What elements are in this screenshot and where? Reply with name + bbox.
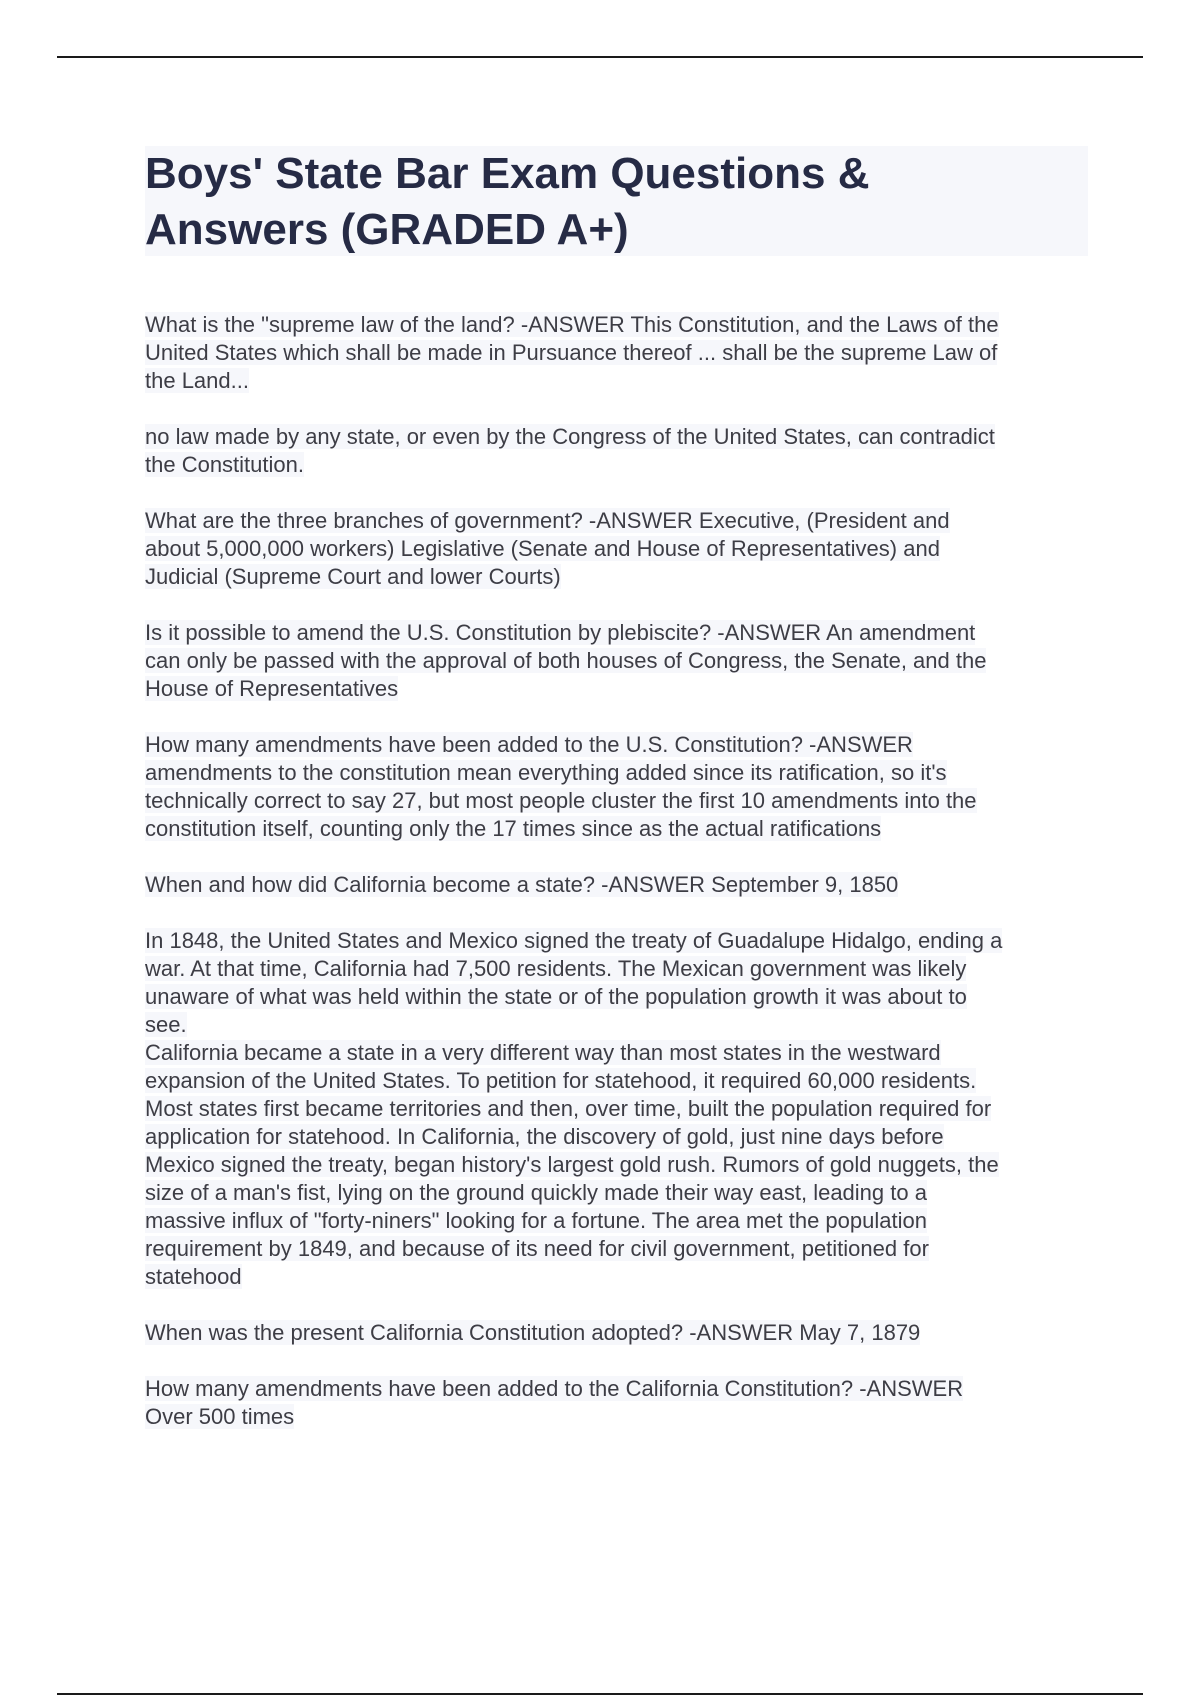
title-block [145, 146, 1088, 256]
qa-paragraph-3 [145, 507, 1090, 591]
text-line: Is it possible to amend the U.S. Constitution by plebiscite? -ANSWER An amendment [145, 620, 976, 645]
document-body [145, 311, 1090, 1431]
qa-paragraph-7 [145, 927, 1090, 1291]
qa-paragraph-6 [145, 871, 1090, 899]
text-line: unaware of what was held within the state or of the population growth it was about to [145, 984, 967, 1009]
text-line: What are the three branches of government? -ANSWER Executive, (President and [145, 508, 950, 533]
text-line: constitution itself, counting only the 17 times since as the actual ratifications [145, 816, 882, 841]
text-line: Most states first became territories and then, over time, built the population required for [145, 1096, 992, 1121]
title-line-1: Boys' State Bar Exam Questions & [145, 149, 870, 198]
text-line: the Land... [145, 368, 249, 393]
text-line: war. At that time, California had 7,500 residents. The Mexican government was likely [145, 956, 967, 981]
text-line: requirement by 1849, and because of its need for civil government, petitioned for [145, 1236, 929, 1261]
text-line: technically correct to say 27, but most people cluster the first 10 amendments into the [145, 788, 977, 813]
document-title [145, 146, 1088, 258]
text-line: California became a state in a very different way than most states in the westward [145, 1040, 941, 1065]
text-line: What is the "supreme law of the land? -ANSWER This Constitution, and the Laws of the [145, 312, 999, 337]
qa-paragraph-4 [145, 619, 1090, 703]
text-line: can only be passed with the approval of both houses of Congress, the Senate, and the [145, 648, 987, 673]
text-line: United States which shall be made in Pursuance thereof ... shall be the supreme Law of [145, 340, 998, 365]
text-line: Over 500 times [145, 1404, 295, 1429]
qa-paragraph-5 [145, 731, 1090, 843]
title-line-2: Answers (GRADED A+) [145, 205, 629, 254]
text-line: no law made by any state, or even by the Congress of the United States, can contradict [145, 424, 995, 449]
text-line: How many amendments have been added to the U.S. Constitution? -ANSWER [145, 732, 913, 757]
qa-paragraph-8 [145, 1319, 1090, 1347]
top-rule [57, 56, 1143, 58]
text-line: amendments to the constitution mean everything added since its ratification, so it's [145, 760, 947, 785]
text-line: about 5,000,000 workers) Legislative (Senate and House of Representatives) and [145, 536, 940, 561]
text-line: size of a man's fist, lying on the ground quickly made their way east, leading to a [145, 1180, 927, 1205]
qa-paragraph-1 [145, 311, 1090, 395]
text-line: see. [145, 1012, 187, 1037]
text-line: When and how did California become a state? -ANSWER September 9, 1850 [145, 872, 899, 897]
text-line: massive influx of "forty-niners" looking for a fortune. The area met the population [145, 1208, 927, 1233]
text-line: expansion of the United States. To petition for statehood, it required 60,000 residents. [145, 1068, 977, 1093]
bottom-rule [57, 1693, 1143, 1695]
text-line: the Constitution. [145, 452, 304, 477]
text-line: Judicial (Supreme Court and lower Courts) [145, 564, 561, 589]
text-line: In 1848, the United States and Mexico signed the treaty of Guadalupe Hidalgo, ending a [145, 928, 1003, 953]
text-line: statehood [145, 1264, 242, 1289]
text-line: Mexico signed the treaty, began history's largest gold rush. Rumors of gold nuggets, the [145, 1152, 999, 1177]
text-line: When was the present California Constitution adopted? -ANSWER May 7, 1879 [145, 1320, 921, 1345]
qa-paragraph-9 [145, 1375, 1090, 1431]
qa-paragraph-2 [145, 423, 1090, 479]
text-line: House of Representatives [145, 676, 399, 701]
text-line: application for statehood. In California, the discovery of gold, just nine days before [145, 1124, 944, 1149]
text-line: How many amendments have been added to the California Constitution? -ANSWER [145, 1376, 964, 1401]
